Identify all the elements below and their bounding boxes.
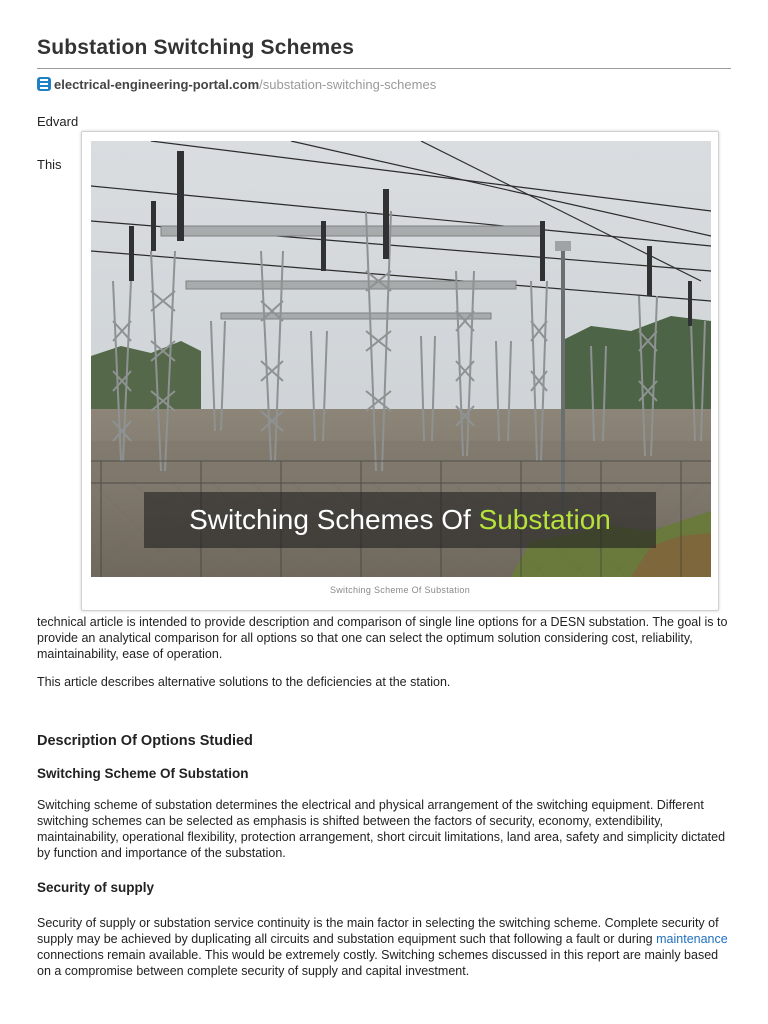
section-heading-options: Description Of Options Studied: [37, 733, 253, 749]
section-heading-security: Security of supply: [37, 880, 155, 895]
source-domain[interactable]: electrical-engineering-portal.com: [54, 76, 260, 92]
security-text-after: connections remain available. This would be extremely costly. Switching schemes discussed in this report are mainly based on a compromise between complete security of supply and capital investment.: [37, 948, 719, 978]
section-heading-scheme: Switching Scheme Of Substation: [37, 766, 249, 781]
maintenance-link[interactable]: maintenance: [656, 932, 728, 946]
source-path[interactable]: /substation-switching-schemes: [259, 76, 437, 92]
security-paragraph: [37, 915, 731, 979]
security-text-before: Security of supply or substation service continuity is the main factor in selecting the switching scheme. Complete security of supply may be achieved by duplicating all circuits and substation equipment such that following a fault or during: [37, 916, 719, 946]
article-figure: [81, 131, 719, 611]
author-name: Edvard: [37, 114, 79, 129]
site-logo-icon: [37, 77, 51, 91]
banner-text: Switching Schemes Of: [189, 504, 471, 535]
deficiencies-paragraph: This article describes alternative solutions to the deficiencies at the station.: [37, 675, 451, 689]
scheme-paragraph: Switching scheme of substation determines the electrical and physical arrangement of the switching equipment. Different switching schemes can be selected as emphasis is shifted between the factors of security, economy, extendibility, maintainability, operational flexibility, protection arrangement, short circuit limitations, land area, safety and simplicity dictated by function and importance of the substation.: [37, 798, 726, 860]
intro-paragraph: technical article is intended to provide description and comparison of single line options for a DESN substation. The goal is to provide an analytical comparison for all options so that one can select the optimum solution considering cost, reliability, maintainability, ease of operation.: [37, 615, 728, 661]
source-link[interactable]: [37, 75, 436, 93]
page-title: Substation Switching Schemes: [37, 36, 355, 59]
intro-first-word: This: [37, 157, 62, 172]
figure-caption: Switching Scheme Of Substation: [329, 585, 471, 595]
banner-accent-text: Substation: [478, 504, 611, 535]
title-divider: [37, 68, 731, 69]
figure-banner: [144, 492, 656, 548]
